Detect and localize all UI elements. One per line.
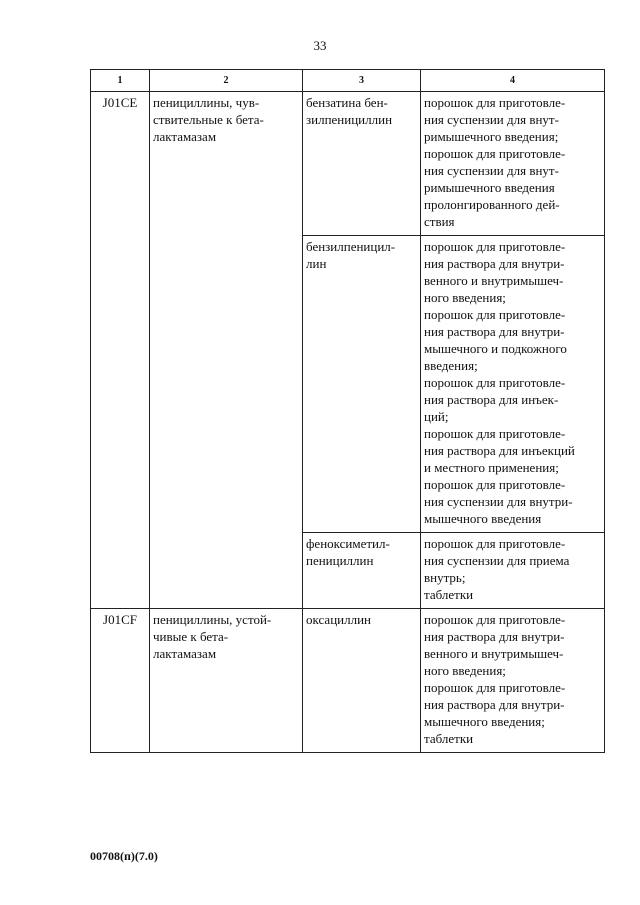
group-name-cell xyxy=(150,92,303,609)
table-row xyxy=(91,92,605,236)
column-header-2: 2 xyxy=(150,70,303,92)
atc-code-cell xyxy=(91,609,150,753)
dosage-forms: порошок для приготовле- ния суспензии для приема внутрь; таблетки xyxy=(424,536,570,602)
group-name: пенициллины, чув- ствительные к бета- лактамазам xyxy=(153,95,264,144)
page-number: 33 xyxy=(313,38,327,53)
drug-name-cell xyxy=(303,609,421,753)
drug-classification-table xyxy=(90,69,605,753)
drug-name: феноксиметил- пенициллин xyxy=(306,536,390,568)
dosage-forms: порошок для приготовле- ния раствора для внутри- венного и внутримышеч- ного введения; порошок для приготовле- ния раствора для внутри- мышечного и подкожного введения; порошок для приготовле- ния раствора для инъек- ций; порошок для приготовле- ния раствора для инъекций и местного применения; порошок для приготовле- ния суспензии для внутри- мышечного введения xyxy=(424,239,575,526)
drug-name: бензатина бен- зилпенициллин xyxy=(306,95,393,127)
atc-code: J01CF xyxy=(103,612,137,627)
document-code: 00708(п)(7.0) xyxy=(90,849,158,863)
atc-code-cell xyxy=(91,92,150,609)
dosage-forms: порошок для приготовле- ния раствора для внутри- венного и внутримышеч- ного введения; порошок для приготовле- ния раствора для внутри- мышечного введения; таблетки xyxy=(424,612,566,746)
dosage-forms-cell xyxy=(421,609,605,753)
dosage-forms-cell xyxy=(421,236,605,533)
table-row xyxy=(91,609,605,753)
dosage-forms-cell xyxy=(421,533,605,609)
drug-name: оксациллин xyxy=(306,612,371,627)
column-header-3: 3 xyxy=(303,70,421,92)
table-header-row xyxy=(91,70,605,92)
atc-code: J01CE xyxy=(102,95,138,110)
dosage-forms-cell xyxy=(421,92,605,236)
group-name: пенициллины, устой- чивые к бета- лактамазам xyxy=(153,612,272,661)
group-name-cell xyxy=(150,609,303,753)
drug-name-cell xyxy=(303,236,421,533)
column-header-4: 4 xyxy=(421,70,605,92)
drug-name-cell xyxy=(303,92,421,236)
drug-name-cell xyxy=(303,533,421,609)
column-header-1: 1 xyxy=(91,70,150,92)
drug-name: бензилпеницил- лин xyxy=(306,239,396,271)
dosage-forms: порошок для приготовле- ния суспензии для внут- римышечного введения; порошок для приготовле- ния суспензии для внут- римышечного введения пролонгированного дей- ствия xyxy=(424,95,566,229)
